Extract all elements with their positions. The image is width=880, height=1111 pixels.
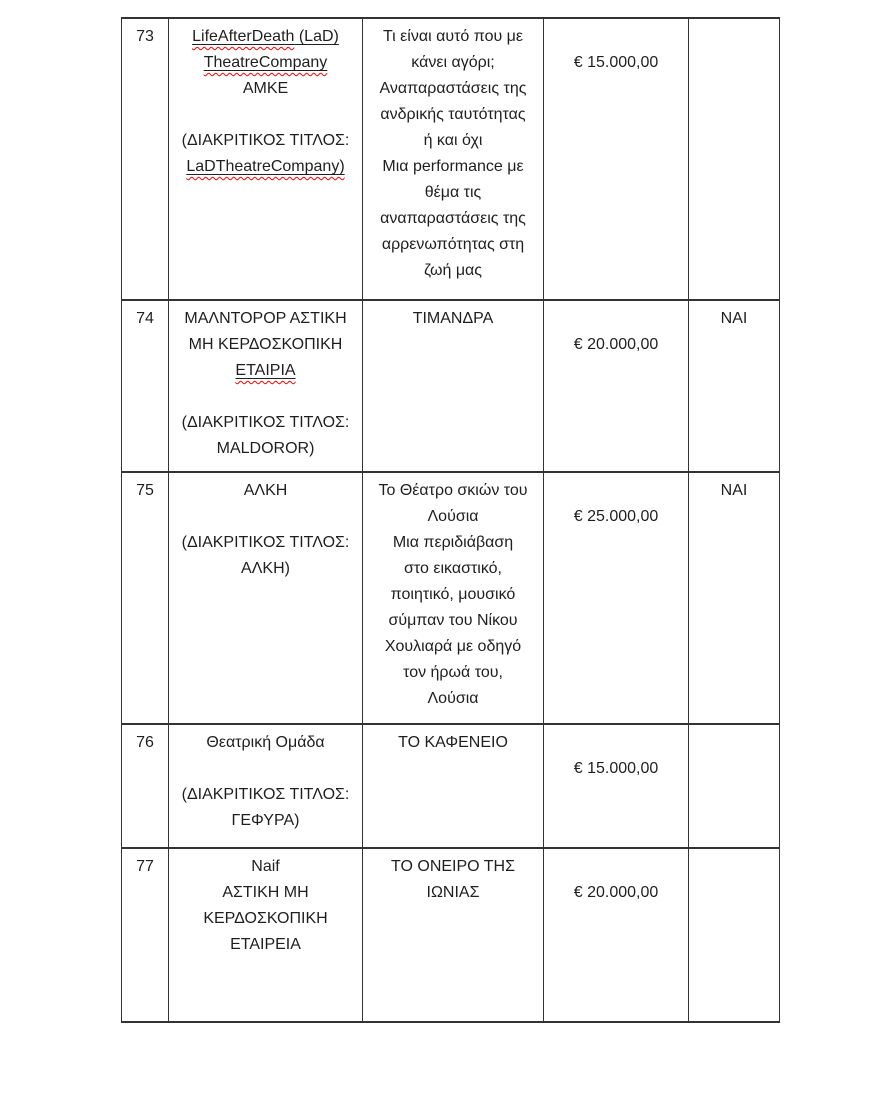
text-segment: ΜΗ ΚΕΡΔΟΣΚΟΠΙΚΗ bbox=[188, 336, 343, 353]
text-line bbox=[172, 556, 359, 582]
text-segment: € 20.000,00 bbox=[573, 884, 659, 901]
organization-cell bbox=[169, 300, 363, 472]
text-segment: Τι είναι αυτό που με bbox=[382, 28, 524, 45]
text-line bbox=[172, 504, 359, 530]
text-segment: ή και όχι bbox=[423, 132, 483, 149]
text-line bbox=[172, 358, 359, 384]
text-line bbox=[172, 782, 359, 808]
text-line bbox=[172, 332, 359, 358]
text-line bbox=[366, 504, 540, 530]
text-line bbox=[172, 932, 359, 958]
table-row bbox=[122, 472, 780, 724]
organization-cell bbox=[169, 18, 363, 300]
text-segment: αναπαραστάσεις της bbox=[380, 210, 526, 227]
text-line bbox=[172, 24, 359, 50]
text-line bbox=[125, 730, 165, 756]
table-row bbox=[122, 18, 780, 300]
text-segment: (ΔΙΑΚΡΙΤΙΚΟΣ ΤΙΤΛΟΣ: bbox=[181, 414, 350, 431]
text-line bbox=[366, 306, 540, 332]
project-title-cell bbox=[363, 472, 544, 724]
underlined-text bbox=[235, 362, 295, 379]
text-line bbox=[172, 880, 359, 906]
text-segment: € 20.000,00 bbox=[573, 336, 659, 353]
text-line bbox=[172, 154, 359, 180]
text-segment: Λούσια bbox=[427, 508, 479, 525]
row-number-cell bbox=[122, 472, 169, 724]
text-segment: ΑΛΚΗ) bbox=[241, 560, 290, 577]
text-line bbox=[366, 24, 540, 50]
text-segment: ποιητικό, μουσικό bbox=[390, 586, 516, 603]
table-row bbox=[122, 300, 780, 472]
misspelled-text: ΕΤΑΙΡΙΑ bbox=[235, 362, 296, 379]
misspelled-text: LaDTheatreCompany) bbox=[186, 158, 345, 175]
text-line bbox=[366, 180, 540, 206]
text-line bbox=[172, 756, 359, 782]
project-title-cell bbox=[363, 18, 544, 300]
text-line bbox=[547, 854, 685, 880]
text-line bbox=[692, 24, 776, 50]
row-number-cell bbox=[122, 848, 169, 1022]
text-line bbox=[366, 582, 540, 608]
text-line bbox=[366, 730, 540, 756]
text-segment: στο εικαστικό, bbox=[404, 560, 502, 577]
text-line bbox=[547, 730, 685, 756]
project-title-cell bbox=[363, 724, 544, 848]
text-line bbox=[366, 880, 540, 906]
text-segment: € 15.000,00 bbox=[573, 760, 659, 777]
text-line bbox=[366, 634, 540, 660]
text-line bbox=[366, 154, 540, 180]
text-segment: θέμα τις bbox=[424, 184, 482, 201]
text-line bbox=[547, 24, 685, 50]
text-line bbox=[366, 608, 540, 634]
text-line bbox=[366, 556, 540, 582]
text-segment: (ΔΙΑΚΡΙΤΙΚΟΣ ΤΙΤΛΟΣ: bbox=[181, 786, 350, 803]
text-segment: Θεατρική Ομάδα bbox=[206, 734, 325, 751]
amount-cell bbox=[544, 300, 689, 472]
text-line bbox=[547, 880, 685, 906]
text-segment: ανδρικής ταυτότητας bbox=[380, 106, 526, 123]
text-segment: 76 bbox=[136, 734, 154, 751]
text-line bbox=[366, 102, 540, 128]
approved-cell bbox=[689, 18, 780, 300]
text-line bbox=[366, 530, 540, 556]
amount-cell bbox=[544, 18, 689, 300]
text-line bbox=[547, 756, 685, 782]
underlined-text bbox=[204, 54, 328, 71]
table-row bbox=[122, 848, 780, 1022]
amount-cell bbox=[544, 472, 689, 724]
text-segment: € 25.000,00 bbox=[573, 508, 659, 525]
text-segment: (LaD) bbox=[294, 28, 339, 45]
text-line bbox=[547, 504, 685, 530]
text-segment: ΤΟ ΚΑΦΕΝΕΙΟ bbox=[398, 734, 508, 751]
text-line bbox=[172, 410, 359, 436]
text-line bbox=[547, 332, 685, 358]
text-segment: Μια performance με bbox=[382, 158, 524, 175]
text-line bbox=[366, 258, 540, 284]
text-segment: ΝΑΙ bbox=[720, 482, 748, 499]
amount-cell bbox=[544, 848, 689, 1022]
text-line bbox=[172, 50, 359, 76]
text-line bbox=[366, 854, 540, 880]
approved-cell bbox=[689, 300, 780, 472]
underlined-text bbox=[294, 28, 338, 45]
text-line bbox=[547, 306, 685, 332]
row-number-cell bbox=[122, 724, 169, 848]
text-line bbox=[125, 306, 165, 332]
text-line bbox=[366, 50, 540, 76]
text-segment: ζωή μας bbox=[424, 262, 482, 279]
funding-table-body bbox=[122, 18, 780, 1022]
table-row bbox=[122, 724, 780, 848]
text-segment: αρρενωπότητας στη bbox=[381, 236, 525, 253]
text-line bbox=[366, 128, 540, 154]
text-segment: 75 bbox=[136, 482, 154, 499]
text-segment: ΓΕΦΥΡΑ) bbox=[231, 812, 300, 829]
text-segment: (ΔΙΑΚΡΙΤΙΚΟΣ ΤΙΤΛΟΣ: bbox=[181, 534, 350, 551]
organization-cell bbox=[169, 724, 363, 848]
organization-cell bbox=[169, 848, 363, 1022]
text-line bbox=[172, 102, 359, 128]
text-segment: 77 bbox=[136, 858, 154, 875]
text-line bbox=[366, 686, 540, 712]
project-title-cell bbox=[363, 300, 544, 472]
text-line bbox=[692, 730, 776, 756]
text-line bbox=[692, 478, 776, 504]
text-line bbox=[692, 854, 776, 880]
approved-cell bbox=[689, 848, 780, 1022]
text-segment: Μια περιδιάβαση bbox=[392, 534, 514, 551]
text-segment: Χουλιαρά με οδηγό bbox=[384, 638, 522, 655]
text-line bbox=[366, 206, 540, 232]
text-line bbox=[366, 478, 540, 504]
text-segment: ΤΙΜΑΝΔΡΑ bbox=[412, 310, 494, 327]
text-line bbox=[125, 478, 165, 504]
text-line bbox=[366, 232, 540, 258]
text-segment: ΑΣΤΙΚΗ ΜΗ bbox=[222, 884, 309, 901]
text-line bbox=[125, 854, 165, 880]
text-segment: ΜΑΛΝΤΟΡΟΡ ΑΣΤΙΚΗ bbox=[184, 310, 347, 327]
text-segment: ΑΜΚΕ bbox=[242, 80, 289, 97]
text-segment: MALDOROR) bbox=[216, 440, 315, 457]
text-line bbox=[547, 478, 685, 504]
text-line bbox=[172, 306, 359, 332]
text-line bbox=[366, 660, 540, 686]
text-line bbox=[172, 854, 359, 880]
project-title-cell bbox=[363, 848, 544, 1022]
row-number-cell bbox=[122, 18, 169, 300]
text-line bbox=[125, 24, 165, 50]
text-segment: τον ήρωά του, bbox=[403, 664, 503, 681]
funding-table bbox=[121, 17, 780, 1023]
text-segment: Naif bbox=[251, 858, 280, 875]
organization-cell bbox=[169, 472, 363, 724]
text-line bbox=[692, 306, 776, 332]
text-segment: Αναπαραστάσεις της bbox=[379, 80, 527, 97]
text-line bbox=[366, 76, 540, 102]
text-line bbox=[172, 906, 359, 932]
text-segment: σύμπαν του Νίκου bbox=[388, 612, 518, 629]
text-line bbox=[172, 730, 359, 756]
text-segment: ΝΑΙ bbox=[720, 310, 748, 327]
text-segment: ΕΤΑΙΡΕΙΑ bbox=[230, 936, 301, 953]
text-segment: ΤΟ ΟΝΕΙΡΟ ΤΗΣ bbox=[391, 858, 515, 875]
text-segment: κάνει αγόρι; bbox=[411, 54, 495, 71]
text-line bbox=[172, 128, 359, 154]
text-segment: ΑΛΚΗ bbox=[243, 482, 288, 499]
text-line bbox=[172, 530, 359, 556]
text-segment: 74 bbox=[136, 310, 154, 327]
text-segment: € 15.000,00 bbox=[573, 54, 659, 71]
underlined-text bbox=[186, 158, 344, 175]
text-line bbox=[172, 808, 359, 834]
text-line bbox=[172, 436, 359, 462]
text-line bbox=[172, 478, 359, 504]
row-number-cell bbox=[122, 300, 169, 472]
amount-cell bbox=[544, 724, 689, 848]
approved-cell bbox=[689, 472, 780, 724]
approved-cell bbox=[689, 724, 780, 848]
text-segment: Το Θέατρο σκιών του bbox=[378, 482, 528, 499]
text-segment: ΚΕΡΔΟΣΚΟΠΙΚΗ bbox=[203, 910, 328, 927]
text-line bbox=[547, 50, 685, 76]
text-segment: ΙΩΝΙΑΣ bbox=[426, 884, 480, 901]
text-line bbox=[172, 384, 359, 410]
text-segment: Λούσια bbox=[427, 690, 479, 707]
text-segment: (ΔΙΑΚΡΙΤΙΚΟΣ ΤΙΤΛΟΣ: bbox=[181, 132, 350, 149]
text-line bbox=[172, 76, 359, 102]
misspelled-text: TheatreCompany bbox=[203, 54, 328, 71]
misspelled-text: LifeAfterDeath bbox=[192, 28, 295, 45]
underlined-text bbox=[192, 28, 294, 45]
text-segment: 73 bbox=[136, 28, 154, 45]
